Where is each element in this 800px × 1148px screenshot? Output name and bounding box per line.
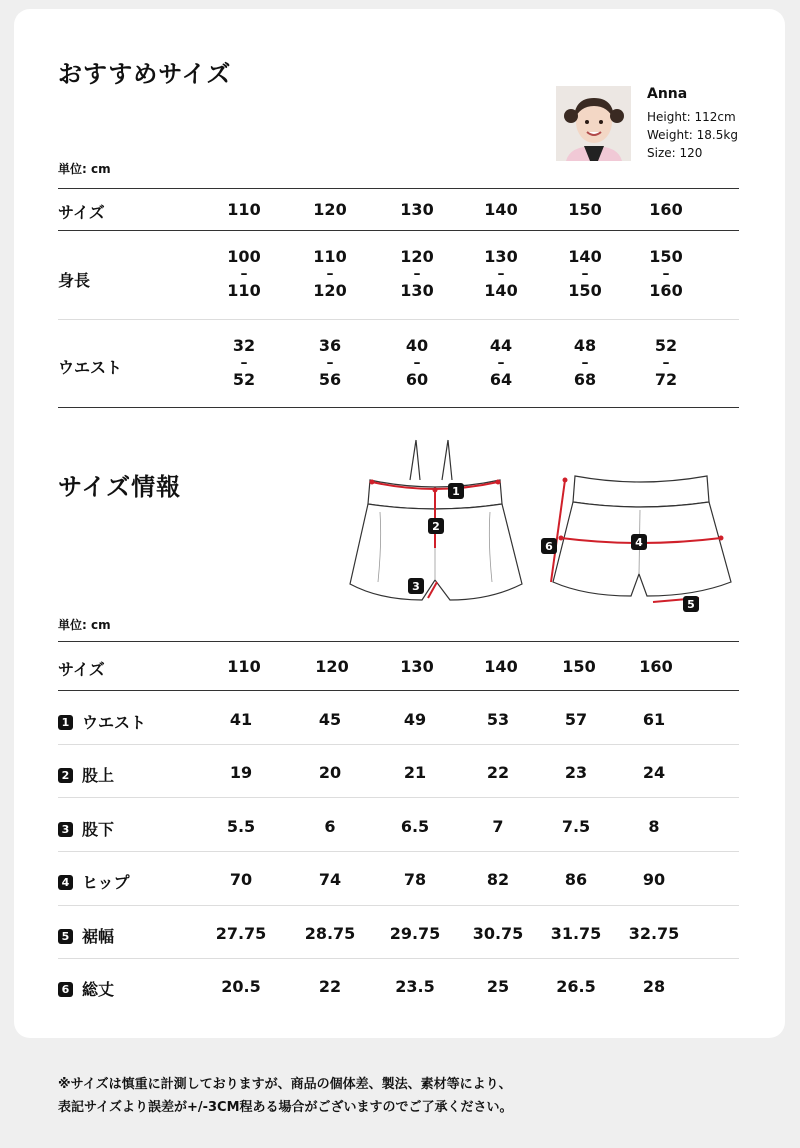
measure-value: 22	[486, 763, 510, 782]
divider	[58, 407, 739, 408]
size-header: 120	[315, 657, 349, 676]
model-name: Anna	[647, 86, 688, 102]
measure-value: 21	[403, 763, 427, 782]
row-label-waist: ウエスト	[58, 358, 123, 377]
measure-value: 53	[486, 710, 510, 729]
measure-value: 20.5	[221, 977, 261, 996]
measure-value: 30.75	[472, 924, 524, 943]
measure-value: 28	[642, 977, 666, 996]
measure-value: 7	[492, 817, 504, 836]
waist-range: 48 – 68	[573, 336, 597, 389]
row-label-height: 身長	[58, 271, 91, 290]
shorts-back-diagram	[535, 470, 745, 615]
measure-value: 6	[324, 817, 336, 836]
size-header-label: サイズ	[58, 203, 105, 222]
height-range: 120 – 130	[400, 247, 434, 300]
row-label-total-length: 6 総丈	[58, 977, 114, 1000]
height-range: 150 – 160	[649, 247, 683, 300]
recommended-size-title: おすすめサイズ	[58, 60, 232, 88]
measure-value: 25	[486, 977, 510, 996]
model-size: Size: 120	[647, 146, 703, 160]
size-header: 110	[227, 657, 261, 676]
measure-value: 31.75	[550, 924, 602, 943]
number-badge: 6	[58, 982, 73, 997]
measure-value: 86	[564, 870, 588, 889]
divider	[58, 905, 739, 906]
waist-range: 32 – 52	[232, 336, 256, 389]
diagram-marker: 6	[545, 540, 553, 553]
measure-value: 8	[648, 817, 660, 836]
measure-value: 70	[229, 870, 253, 889]
disclaimer-line-2: 表記サイズより誤差が+/-3CM程ある場合がございますのでご了承ください。	[58, 1100, 513, 1115]
measure-value: 19	[229, 763, 253, 782]
measure-value: 74	[318, 870, 342, 889]
measure-value: 82	[486, 870, 510, 889]
size-header: 110	[227, 200, 261, 219]
size-header: 140	[484, 200, 518, 219]
recommended-unit-label: 単位: cm	[58, 162, 111, 176]
model-photo	[556, 86, 631, 161]
measure-value: 23	[564, 763, 588, 782]
size-header: 160	[649, 200, 683, 219]
size-header: 150	[562, 657, 596, 676]
height-range: 100 – 110	[227, 247, 261, 300]
measure-value: 49	[403, 710, 427, 729]
measure-value: 5.5	[226, 817, 256, 836]
divider	[58, 744, 739, 745]
waist-range: 44 – 64	[489, 336, 513, 389]
size-header: 150	[568, 200, 602, 219]
size-header: 120	[313, 200, 347, 219]
row-label-rise: 2 股上	[58, 763, 114, 786]
measure-value: 23.5	[395, 977, 435, 996]
number-badge: 5	[58, 929, 73, 944]
divider	[58, 690, 739, 691]
divider	[58, 958, 739, 959]
measure-value: 61	[642, 710, 666, 729]
size-info-unit-label: 単位: cm	[58, 618, 111, 632]
number-badge: 2	[58, 768, 73, 783]
diagram-marker: 2	[432, 520, 440, 533]
measure-value: 6.5	[400, 817, 430, 836]
measure-value: 26.5	[556, 977, 596, 996]
height-range: 130 – 140	[484, 247, 518, 300]
size-header: 130	[400, 200, 434, 219]
size-header: 140	[484, 657, 518, 676]
waist-range: 36 – 56	[318, 336, 342, 389]
measure-value: 41	[229, 710, 253, 729]
size-header-label: サイズ	[58, 660, 105, 679]
divider	[58, 851, 739, 852]
size-info-title: サイズ情報	[58, 473, 182, 501]
measure-value: 7.5	[561, 817, 591, 836]
divider	[58, 797, 739, 798]
shorts-front-diagram	[340, 432, 540, 612]
measure-value: 90	[642, 870, 666, 889]
row-label-hip: 4 ヒップ	[58, 870, 130, 893]
disclaimer-line-1: ※サイズは慎重に計測しておりますが、商品の個体差、製法、素材等により、	[58, 1077, 512, 1092]
height-range: 110 – 120	[313, 247, 347, 300]
number-badge: 3	[58, 822, 73, 837]
measure-value: 27.75	[215, 924, 267, 943]
measure-value: 24	[642, 763, 666, 782]
diagram-marker: 4	[635, 536, 643, 549]
height-range: 140 – 150	[568, 247, 602, 300]
model-height: Height: 112cm	[647, 110, 736, 124]
number-badge: 1	[58, 715, 73, 730]
measure-value: 22	[318, 977, 342, 996]
measure-value: 45	[318, 710, 342, 729]
number-badge: 4	[58, 875, 73, 890]
row-label-inseam: 3 股下	[58, 817, 114, 840]
row-label-hem-width: 5 裾幅	[58, 924, 114, 947]
size-header: 130	[400, 657, 434, 676]
divider	[58, 188, 739, 189]
measure-value: 28.75	[304, 924, 356, 943]
divider	[58, 319, 739, 320]
diagram-marker: 5	[687, 598, 695, 611]
divider	[58, 230, 739, 231]
measure-value: 29.75	[389, 924, 441, 943]
size-header: 160	[639, 657, 673, 676]
measure-value: 32.75	[628, 924, 680, 943]
divider	[58, 641, 739, 642]
measure-value: 57	[564, 710, 588, 729]
model-weight: Weight: 18.5kg	[647, 128, 738, 142]
diagram-marker: 3	[412, 580, 420, 593]
measure-value: 20	[318, 763, 342, 782]
row-label-waist: 1 ウエスト	[58, 710, 146, 733]
diagram-marker: 1	[452, 485, 460, 498]
waist-range: 40 – 60	[405, 336, 429, 389]
measure-value: 78	[403, 870, 427, 889]
waist-range: 52 – 72	[654, 336, 678, 389]
